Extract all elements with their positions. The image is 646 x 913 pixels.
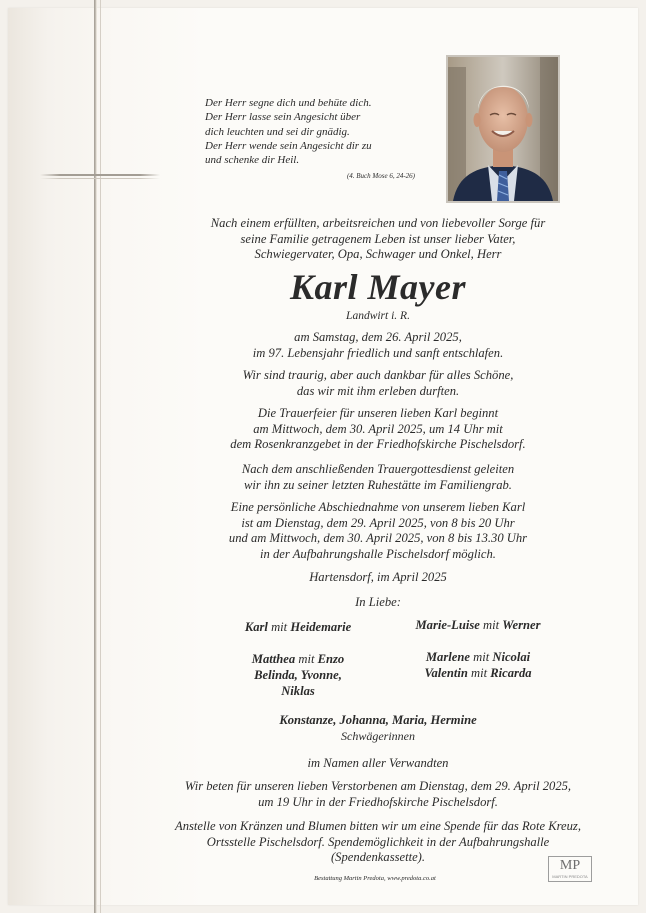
funeral-line: dem Rosenkranzgebet in der Friedhofskirche Pischelsdorf. xyxy=(230,437,526,452)
funeral-paragraph xyxy=(150,406,606,453)
logo-mark: MP xyxy=(559,858,581,873)
donation-paragraph xyxy=(150,819,606,866)
family-entry xyxy=(208,651,388,699)
funeral-home-footer: Bestattung Martin Predota, www.predota.co.at xyxy=(314,875,436,882)
family-member: Marie-Luise xyxy=(415,618,480,632)
portrait-photo xyxy=(446,55,560,203)
blessing-line: Der Herr segne dich und behüte dich. xyxy=(205,97,372,109)
prayer-paragraph xyxy=(150,779,606,810)
family-member: Enzo xyxy=(317,652,345,666)
viewing-paragraph xyxy=(150,500,606,562)
logo-subtext: MARTIN PREDOTA xyxy=(552,874,588,879)
prayer-line: um 19 Uhr in der Friedhofskirche Pischelsdorf. xyxy=(258,794,498,809)
family-entry xyxy=(393,617,563,633)
family-entry xyxy=(393,649,563,681)
in-love-label: In Liebe: xyxy=(355,595,401,609)
intro-line: Schwiegervater, Opa, Schwager und Onkel, Herr xyxy=(254,247,502,262)
cross-horizontal-shadow xyxy=(40,178,160,179)
gratitude-paragraph xyxy=(150,368,606,399)
family-children: Belinda, Yvonne, xyxy=(254,668,342,682)
funeral-line: Die Trauerfeier für unseren lieben Karl beginnt xyxy=(257,406,499,420)
death-line: im 97. Lebensjahr friedlich und sanft entschlafen. xyxy=(252,345,504,360)
cross-vertical-shadow xyxy=(100,0,101,913)
family-member: Karl xyxy=(244,620,268,634)
blessing-source: (4. Buch Mose 6, 24-26) xyxy=(346,172,415,181)
family-member: Marlene xyxy=(425,650,470,664)
funeral-home-logo xyxy=(548,856,592,882)
viewing-line: Eine persönliche Abschiednahme von unserem lieben Karl xyxy=(230,500,526,514)
blessing-line: und schenke dir Heil. xyxy=(205,154,300,167)
blessing-line: Der Herr wende sein Angesicht dir zu xyxy=(205,139,372,152)
blessing-verse xyxy=(205,96,415,184)
family-member: Nicolai xyxy=(492,650,531,664)
family-member: Werner xyxy=(502,618,541,632)
family-connector: mit xyxy=(298,652,315,666)
sisters-in-law-names: Konstanze, Johanna, Maria, Hermine xyxy=(279,713,477,727)
donation-line: (Spendenkassette). xyxy=(330,850,426,865)
funeral-line: am Mittwoch, dem 30. April 2025, um 14 Uhr mit xyxy=(253,421,503,436)
family-connector: mit xyxy=(483,618,500,632)
blessing-line: Der Herr lasse sein Angesicht über xyxy=(205,111,361,124)
deceased-occupation: Landwirt i. R. xyxy=(346,310,410,322)
family-children: Niklas xyxy=(281,684,315,698)
deceased-name: Karl Mayer xyxy=(290,267,466,307)
family-connector: mit xyxy=(471,666,488,680)
death-paragraph xyxy=(150,330,606,361)
donation-line: Anstelle von Kränzen und Blumen bitten wir um eine Spende für das Rote Kreuz, xyxy=(175,819,581,833)
viewing-line: und am Mittwoch, dem 30. April 2025, von 8 bis 13.30 Uhr xyxy=(228,531,528,546)
donation-line: Ortsstelle Pischelsdorf. Spendemöglichkeit in der Aufbahrungshalle xyxy=(206,834,550,849)
family-member: Valentin xyxy=(424,666,468,680)
prayer-line: Wir beten für unseren lieben Verstorbenen am Dienstag, dem 29. April 2025, xyxy=(184,779,572,793)
burial-paragraph xyxy=(150,462,606,493)
cross-vertical-line xyxy=(94,0,97,913)
intro-paragraph xyxy=(150,216,606,263)
intro-line: seine Familie getragenem Leben ist unser lieber Vater, xyxy=(240,231,516,246)
gratitude-line: das wir mit ihm erleben durften. xyxy=(296,383,460,398)
viewing-line: ist am Dienstag, dem 29. April 2025, von 8 bis 20 Uhr xyxy=(241,515,515,530)
family-member: Matthea xyxy=(251,652,296,666)
family-connector: mit xyxy=(473,650,490,664)
burial-line: wir ihn zu seiner letzten Ruhestätte im Familiengrab. xyxy=(244,477,512,492)
cross-horizontal-line xyxy=(40,174,160,176)
burial-line: Nach dem anschließenden Trauergottesdienst geleiten xyxy=(241,462,515,476)
death-line: am Samstag, dem 26. April 2025, xyxy=(294,330,462,344)
relatives-line: im Namen aller Verwandten xyxy=(307,756,449,770)
family-member: Heidemarie xyxy=(290,620,352,634)
intro-line: Nach einem erfüllten, arbeitsreichen und von liebevoller Sorge für xyxy=(210,216,546,230)
family-connector: mit xyxy=(271,620,288,634)
blessing-line: dich leuchten und sei dir gnädig. xyxy=(205,125,350,138)
sisters-in-law-label: Schwägerinnen xyxy=(341,729,415,743)
family-member: Ricarda xyxy=(490,666,532,680)
place-date: Hartensdorf, im April 2025 xyxy=(309,570,447,584)
family-entry xyxy=(208,619,388,635)
viewing-line: in der Aufbahrungshalle Pischelsdorf möglich. xyxy=(260,546,496,561)
gratitude-line: Wir sind traurig, aber auch dankbar für alles Schöne, xyxy=(242,368,514,382)
